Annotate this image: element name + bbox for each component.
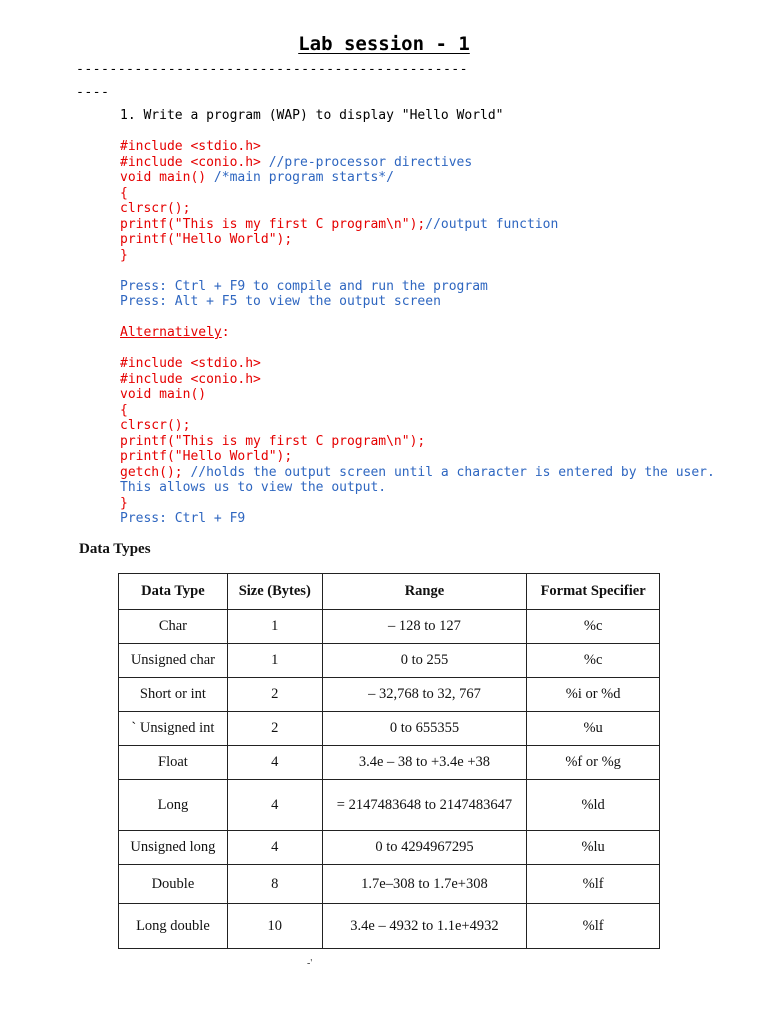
data-types-heading: Data Types: [79, 541, 151, 557]
cell-format: %u: [527, 712, 660, 746]
code-line: printf("Hello World");: [120, 232, 293, 247]
code-line: #include <stdio.h>: [120, 356, 261, 371]
cell-range: 3.4e – 38 to +3.4e +38: [322, 746, 527, 780]
table-row: [119, 904, 660, 949]
cell-size: 1: [227, 610, 322, 644]
cell-data-type: Char: [119, 610, 228, 644]
cell-size: 2: [227, 712, 322, 746]
table-row: [119, 610, 660, 644]
code-line: printf("This is my first C program\n");: [120, 433, 426, 449]
cell-data-type: Double: [119, 865, 228, 904]
cell-size: 1: [227, 644, 322, 678]
code-text: printf("This is my first C program\n");: [120, 216, 426, 232]
cell-data-type: Short or int: [119, 678, 228, 712]
table-row: [119, 780, 660, 831]
separator-line: -----------------------------------------------: [76, 62, 468, 77]
table-row: [119, 831, 660, 865]
code-line: {: [120, 402, 128, 418]
table-row: [119, 678, 660, 712]
program-1: [120, 139, 720, 263]
cell-format: %ld: [527, 780, 660, 831]
instruction-output: Press: Alt + F5 to view the output screen: [120, 294, 441, 309]
code-line: clrscr();: [120, 201, 191, 216]
spacer: [120, 310, 720, 326]
code-text: #include <conio.h>: [120, 154, 261, 170]
cell-format: %lf: [527, 904, 660, 949]
code-line: [120, 217, 720, 233]
code-line: #include <conio.h>: [120, 371, 261, 387]
cell-data-type: Unsigned char: [119, 644, 228, 678]
code-line: [120, 170, 720, 186]
cell-size: 10: [227, 904, 322, 949]
cell-range: – 128 to 127: [322, 610, 527, 644]
program-2: [120, 356, 723, 511]
cell-format: %c: [527, 644, 660, 678]
table-row: [119, 865, 660, 904]
cell-data-type: ` Unsigned int: [119, 712, 228, 746]
cell-format: %c: [527, 610, 660, 644]
cell-range: 0 to 655355: [322, 712, 527, 746]
cell-size: 4: [227, 746, 322, 780]
spacer: [120, 341, 720, 357]
code-line: [120, 155, 720, 171]
cell-data-type: Long double: [119, 904, 228, 949]
code-line: }: [120, 247, 128, 263]
cell-format: %i or %d: [527, 678, 660, 712]
code-comment: //holds the output screen until a character is entered by the user. This allows us to view the output.: [120, 464, 723, 495]
code-line: void main(): [120, 387, 207, 402]
table-row: [119, 712, 660, 746]
cell-data-type: Unsigned long: [119, 831, 228, 865]
cell-range: 0 to 4294967295: [322, 831, 527, 865]
cell-data-type: Float: [119, 746, 228, 780]
cell-range: 3.4e – 4932 to 1.1e+4932: [322, 904, 527, 949]
cell-range: = 2147483648 to 2147483647: [322, 780, 527, 831]
separator-line-continued: ----: [76, 85, 110, 100]
cell-range: 0 to 255: [322, 644, 527, 678]
data-types-table: [118, 573, 660, 949]
cell-size: 2: [227, 678, 322, 712]
alternatively-label: Alternatively: [120, 325, 222, 340]
instruction-compile: Press: Ctrl + F9 to compile and run the program: [120, 278, 488, 294]
cell-range: 1.7e–308 to 1.7e+308: [322, 865, 527, 904]
code-comment: //pre-processor directives: [260, 154, 473, 170]
code-comment: //output function: [425, 216, 559, 232]
code-line: [120, 464, 723, 496]
lab-content: [120, 108, 723, 527]
alternatively-colon: :: [221, 325, 230, 340]
exercise-statement: 1. Write a program (WAP) to display "Hello World": [120, 108, 504, 123]
spacer: [120, 124, 720, 140]
code-line: clrscr();: [120, 418, 191, 433]
cell-data-type: Long: [119, 780, 228, 831]
header-data-type: Data Type: [119, 574, 228, 610]
code-comment: /*main program starts*/: [206, 170, 394, 185]
header-format-specifier: Format Specifier: [527, 574, 660, 610]
instruction-run: Press: Ctrl + F9: [120, 511, 246, 526]
code-line: }: [120, 495, 128, 511]
code-text: void main(): [120, 170, 207, 185]
cell-size: 4: [227, 780, 322, 831]
cell-format: %lf: [527, 865, 660, 904]
cell-size: 4: [227, 831, 322, 865]
code-text: getch();: [120, 464, 183, 480]
code-line: #include <stdio.h>: [120, 139, 261, 154]
page-title: Lab session - 1: [298, 33, 470, 55]
cell-format: %f or %g: [527, 746, 660, 780]
spacer: [120, 263, 720, 279]
cell-range: – 32,768 to 32, 767: [322, 678, 527, 712]
cell-size: 8: [227, 865, 322, 904]
cell-format: %lu: [527, 831, 660, 865]
alternatively-heading: [120, 325, 720, 341]
table-row: [119, 746, 660, 780]
header-size: Size (Bytes): [227, 574, 322, 610]
code-line: printf("Hello World");: [120, 449, 293, 464]
scan-mark: -': [307, 958, 313, 969]
code-line: {: [120, 185, 128, 201]
table-row: [119, 644, 660, 678]
table-header-row: [119, 574, 660, 610]
header-range: Range: [322, 574, 527, 610]
